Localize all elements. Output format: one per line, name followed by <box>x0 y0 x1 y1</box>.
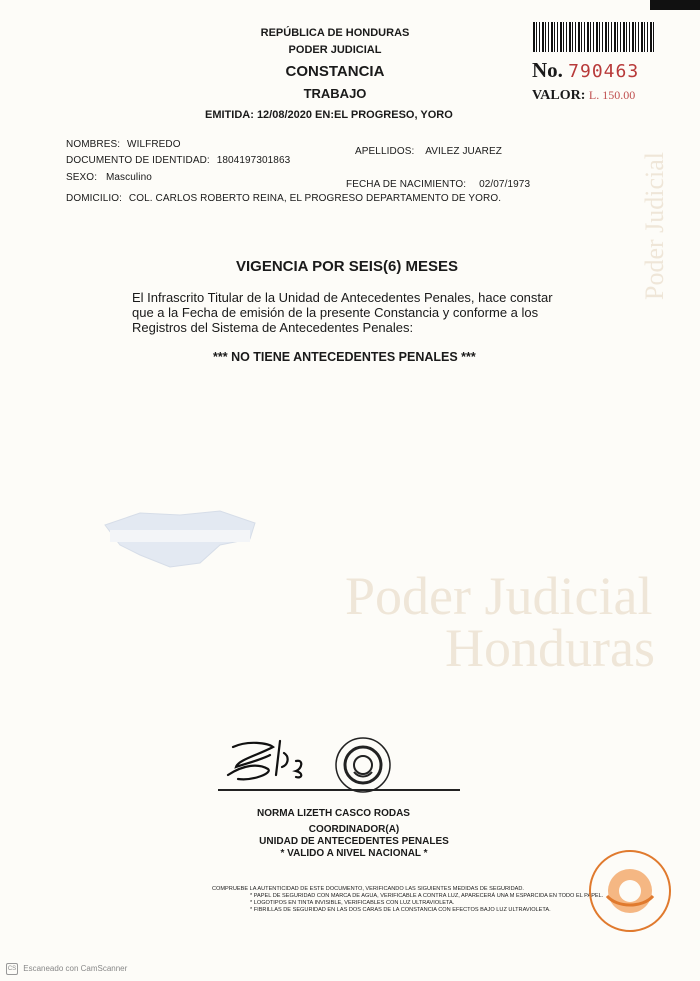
apellidos-field <box>355 146 502 157</box>
fiscalia-stamp-logo <box>587 848 673 934</box>
serial-value: 790463 <box>568 61 640 82</box>
sexo-value: Masculino <box>105 172 152 183</box>
nacimiento-label: FECHA DE NACIMIENTO: <box>346 179 467 190</box>
header-emitted: EMITIDA: 12/08/2020 EN:EL PROGRESO, YORO <box>205 109 453 121</box>
domicilio-label: DOMICILIO: <box>66 193 123 204</box>
body-line3: Registros del Sistema de Antecedentes Penales: <box>132 320 414 335</box>
apellidos-value: AVILEZ JUAREZ <box>425 146 502 157</box>
serial-label: No. <box>532 58 563 82</box>
body-line2: que a la Fecha de emisión de la presente Constancia y conforme a los <box>132 305 539 320</box>
header-country: REPÚBLICA DE HONDURAS <box>260 27 410 39</box>
domicilio-field <box>66 193 501 204</box>
security-line2: * PAPEL DE SEGURIDAD CON MARCA DE AGUA, VERIFICABLE A CONTRA LUZ, APARECERÁ UNA M ESPARCIDA EN TODO EL PAPEL. <box>250 893 604 899</box>
handwritten-signature <box>218 735 338 790</box>
signature-block <box>240 824 468 860</box>
scanner-footer <box>6 963 127 975</box>
sexo-field <box>66 172 152 183</box>
signature-unit: UNIDAD DE ANTECEDENTES PENALES <box>259 836 449 847</box>
watermark-text <box>345 566 655 678</box>
nombres-field <box>66 139 181 150</box>
top-edge-bar <box>650 0 700 10</box>
barcode <box>533 22 655 52</box>
serial-number <box>532 58 639 83</box>
valor-amount: L. 150.00 <box>588 88 636 102</box>
official-seal <box>334 736 392 794</box>
camscanner-icon: CS <box>6 963 18 975</box>
signature-validity: * VALIDO A NIVEL NACIONAL * <box>280 848 428 859</box>
watermark-line2: Honduras <box>445 618 655 678</box>
documento-field <box>66 155 290 166</box>
body-line1: El Infrascrito Titular de la Unidad de Antecedentes Penales, hace constar <box>132 290 553 305</box>
watermark-line1: Poder Judicial <box>345 566 653 626</box>
nacimiento-field <box>346 179 530 190</box>
result-text: *** NO TIENE ANTECEDENTES PENALES *** <box>213 350 476 364</box>
body-text <box>132 290 553 335</box>
security-line3: * LOGOTIPOS EN TINTA INVISIBLE, VERIFICABLES CON LUZ ULTRAVIOLETA. <box>250 900 455 906</box>
security-line4: * FIBRILLAS DE SEGURIDAD EN LAS DOS CARAS DE LA CONSTANCIA CON EFECTOS BAJO LUZ ULTRAVIOLETA. <box>250 907 551 913</box>
valor <box>532 88 635 104</box>
header-purpose: TRABAJO <box>303 86 367 101</box>
nombres-label: NOMBRES: <box>66 139 121 150</box>
nacimiento-value: 02/07/1973 <box>479 179 531 190</box>
sexo-label: SEXO: <box>66 172 98 183</box>
watermark-side-text: Poder Judicial <box>640 151 669 300</box>
domicilio-value: COL. CARLOS ROBERTO REINA, EL PROGRESO DEPARTAMENTO DE YORO. <box>128 193 502 204</box>
signature-name: NORMA LIZETH CASCO RODAS <box>257 808 410 819</box>
security-line1: COMPRUEBE LA AUTENTICIDAD DE ESTE DOCUMENTO, VERIFICANDO LAS SIGUIENTES MEDIDAS DE SEGURIDAD. <box>212 886 524 892</box>
documento-label: DOCUMENTO DE IDENTIDAD: <box>66 155 210 166</box>
header-doc-type: CONSTANCIA <box>285 63 385 80</box>
honduras-map-watermark <box>100 505 260 575</box>
signature-role: COORDINADOR(A) <box>308 824 400 835</box>
nombres-value: WILFREDO <box>127 139 181 150</box>
signature-line <box>218 789 460 791</box>
header-branch: PODER JUDICIAL <box>288 44 382 56</box>
scanner-text: Escaneado con CamScanner <box>23 964 128 974</box>
apellidos-label: APELLIDOS: <box>355 146 415 157</box>
vigencia-title: VIGENCIA POR SEIS(6) MESES <box>236 258 458 275</box>
documento-value: 1804197301863 <box>216 155 291 166</box>
valor-label: VALOR: <box>532 88 586 103</box>
